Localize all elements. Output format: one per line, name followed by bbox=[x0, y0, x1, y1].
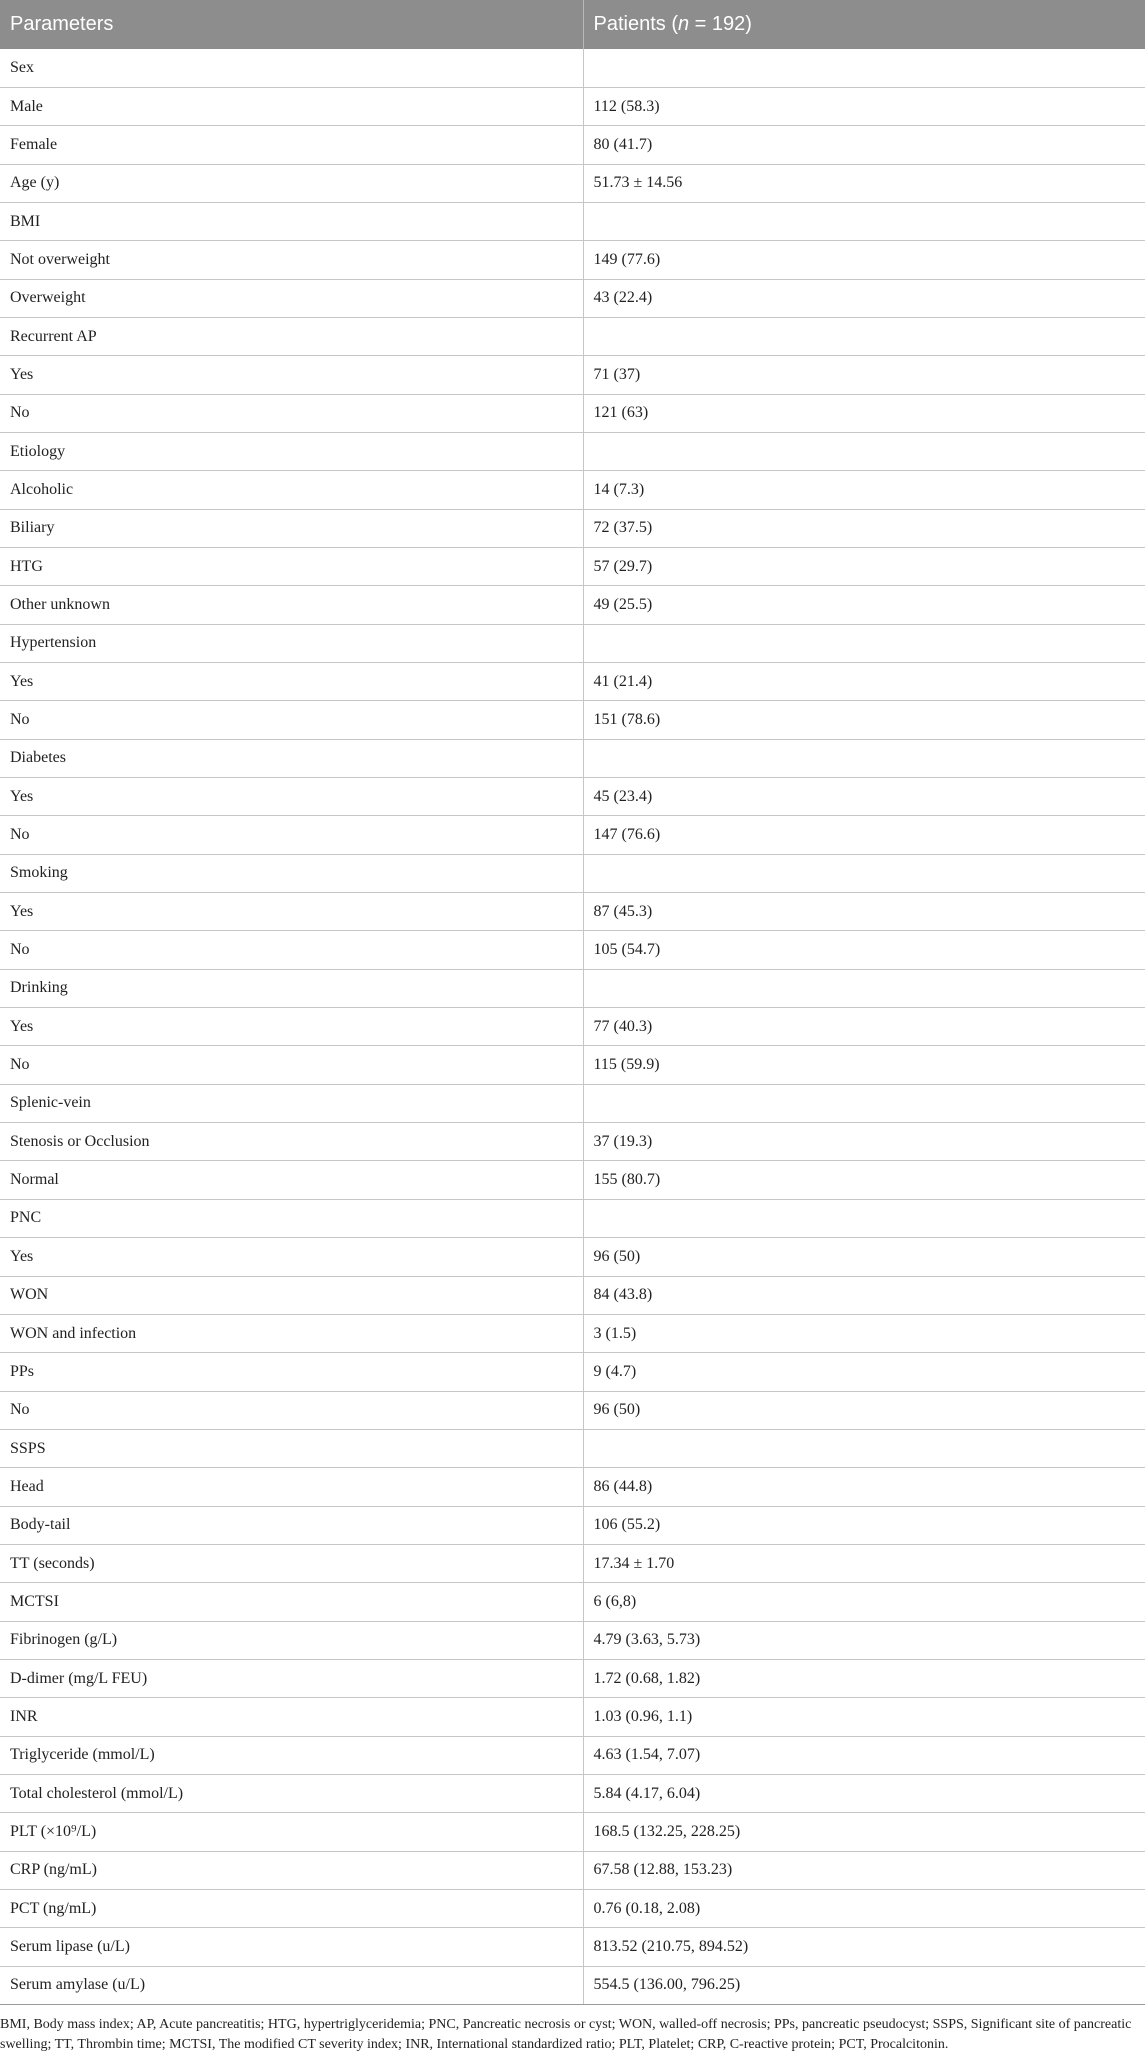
value-cell bbox=[583, 854, 1145, 892]
parameter-cell: Body-tail bbox=[0, 1506, 583, 1544]
table-row bbox=[0, 432, 1145, 470]
table-row bbox=[0, 1659, 1145, 1697]
table-row bbox=[0, 49, 1145, 87]
value-cell bbox=[583, 432, 1145, 470]
parameter-cell: Smoking bbox=[0, 854, 583, 892]
table-row bbox=[0, 1276, 1145, 1314]
table-row bbox=[0, 1046, 1145, 1084]
table-header-row bbox=[0, 0, 1145, 49]
table-row bbox=[0, 1621, 1145, 1659]
value-cell: 168.5 (132.25, 228.25) bbox=[583, 1813, 1145, 1851]
parameter-cell: Yes bbox=[0, 356, 583, 394]
table-row bbox=[0, 816, 1145, 854]
value-cell: 77 (40.3) bbox=[583, 1008, 1145, 1046]
table-row bbox=[0, 701, 1145, 739]
parameter-cell: SSPS bbox=[0, 1429, 583, 1467]
table-row bbox=[0, 1583, 1145, 1621]
parameter-cell: Male bbox=[0, 87, 583, 125]
value-cell: 151 (78.6) bbox=[583, 701, 1145, 739]
value-cell: 106 (55.2) bbox=[583, 1506, 1145, 1544]
parameter-cell: WON bbox=[0, 1276, 583, 1314]
parameter-cell: No bbox=[0, 931, 583, 969]
table-row bbox=[0, 471, 1145, 509]
parameter-cell: INR bbox=[0, 1698, 583, 1736]
parameter-cell: CRP (ng/mL) bbox=[0, 1851, 583, 1889]
value-cell: 80 (41.7) bbox=[583, 126, 1145, 164]
table-row bbox=[0, 1506, 1145, 1544]
table-row bbox=[0, 317, 1145, 355]
table-row bbox=[0, 1851, 1145, 1889]
parameter-cell: Alcoholic bbox=[0, 471, 583, 509]
parameter-cell: Sex bbox=[0, 49, 583, 87]
table-row bbox=[0, 1084, 1145, 1122]
parameter-cell: HTG bbox=[0, 547, 583, 585]
header-patients bbox=[583, 0, 1145, 49]
parameter-cell: Other unknown bbox=[0, 586, 583, 624]
parameter-cell: Yes bbox=[0, 778, 583, 816]
value-cell bbox=[583, 202, 1145, 240]
value-cell: 115 (59.9) bbox=[583, 1046, 1145, 1084]
parameter-cell: PCT (ng/mL) bbox=[0, 1890, 583, 1928]
table-row bbox=[0, 1314, 1145, 1352]
value-cell: 1.72 (0.68, 1.82) bbox=[583, 1659, 1145, 1697]
table-row bbox=[0, 778, 1145, 816]
parameter-cell: Serum amylase (u/L) bbox=[0, 1966, 583, 2004]
value-cell: 72 (37.5) bbox=[583, 509, 1145, 547]
parameter-cell: Overweight bbox=[0, 279, 583, 317]
table-row bbox=[0, 969, 1145, 1007]
parameter-cell: Total cholesterol (mmol/L) bbox=[0, 1774, 583, 1812]
table-row bbox=[0, 394, 1145, 432]
parameter-cell: No bbox=[0, 816, 583, 854]
parameter-cell: PNC bbox=[0, 1199, 583, 1237]
value-cell: 41 (21.4) bbox=[583, 663, 1145, 701]
value-cell bbox=[583, 624, 1145, 662]
table-row bbox=[0, 356, 1145, 394]
parameter-cell: Yes bbox=[0, 1238, 583, 1276]
value-cell: 4.63 (1.54, 7.07) bbox=[583, 1736, 1145, 1774]
table-row bbox=[0, 1813, 1145, 1851]
value-cell: 17.34 ± 1.70 bbox=[583, 1544, 1145, 1582]
value-cell: 554.5 (136.00, 796.25) bbox=[583, 1966, 1145, 2004]
table-row bbox=[0, 931, 1145, 969]
value-cell: 51.73 ± 14.56 bbox=[583, 164, 1145, 202]
parameter-cell: Splenic-vein bbox=[0, 1084, 583, 1122]
parameter-cell: Yes bbox=[0, 663, 583, 701]
table-row bbox=[0, 1238, 1145, 1276]
table-row bbox=[0, 1890, 1145, 1928]
value-cell: 112 (58.3) bbox=[583, 87, 1145, 125]
parameter-cell: Age (y) bbox=[0, 164, 583, 202]
parameter-cell: Biliary bbox=[0, 509, 583, 547]
parameter-cell: Stenosis or Occlusion bbox=[0, 1123, 583, 1161]
parameter-cell: Etiology bbox=[0, 432, 583, 470]
table-row bbox=[0, 1698, 1145, 1736]
parameter-cell: MCTSI bbox=[0, 1583, 583, 1621]
value-cell: 43 (22.4) bbox=[583, 279, 1145, 317]
value-cell bbox=[583, 49, 1145, 87]
value-cell: 5.84 (4.17, 6.04) bbox=[583, 1774, 1145, 1812]
value-cell: 87 (45.3) bbox=[583, 893, 1145, 931]
parameter-cell: No bbox=[0, 1046, 583, 1084]
header-patients-n: n bbox=[677, 13, 690, 35]
table-row bbox=[0, 279, 1145, 317]
parameter-cell: WON and infection bbox=[0, 1314, 583, 1352]
table-row bbox=[0, 1161, 1145, 1199]
parameter-cell: No bbox=[0, 1391, 583, 1429]
table-row bbox=[0, 509, 1145, 547]
parameter-cell: BMI bbox=[0, 202, 583, 240]
parameter-cell: Not overweight bbox=[0, 241, 583, 279]
table-row bbox=[0, 164, 1145, 202]
parameter-cell: Recurrent AP bbox=[0, 317, 583, 355]
value-cell: 105 (54.7) bbox=[583, 931, 1145, 969]
parameter-cell: Serum lipase (u/L) bbox=[0, 1928, 583, 1966]
value-cell: 813.52 (210.75, 894.52) bbox=[583, 1928, 1145, 1966]
table-row bbox=[0, 1199, 1145, 1237]
table-row bbox=[0, 1736, 1145, 1774]
table-row bbox=[0, 1468, 1145, 1506]
table-row bbox=[0, 202, 1145, 240]
table-row bbox=[0, 1008, 1145, 1046]
table-row bbox=[0, 547, 1145, 585]
value-cell bbox=[583, 739, 1145, 777]
parameter-cell: PLT (×10⁹/L) bbox=[0, 1813, 583, 1851]
table-row bbox=[0, 241, 1145, 279]
value-cell bbox=[583, 1429, 1145, 1467]
parameter-cell: No bbox=[0, 394, 583, 432]
table-row bbox=[0, 1928, 1145, 1966]
table-row bbox=[0, 624, 1145, 662]
table-body bbox=[0, 49, 1145, 2005]
value-cell: 96 (50) bbox=[583, 1391, 1145, 1429]
table-row bbox=[0, 1391, 1145, 1429]
value-cell: 149 (77.6) bbox=[583, 241, 1145, 279]
parameter-cell: No bbox=[0, 701, 583, 739]
value-cell: 1.03 (0.96, 1.1) bbox=[583, 1698, 1145, 1736]
table-row bbox=[0, 893, 1145, 931]
parameter-cell: Yes bbox=[0, 893, 583, 931]
value-cell: 67.58 (12.88, 153.23) bbox=[583, 1851, 1145, 1889]
table-row bbox=[0, 1544, 1145, 1582]
value-cell: 45 (23.4) bbox=[583, 778, 1145, 816]
value-cell: 6 (6,8) bbox=[583, 1583, 1145, 1621]
table-row bbox=[0, 1429, 1145, 1467]
value-cell: 3 (1.5) bbox=[583, 1314, 1145, 1352]
header-patients-prefix: Patients ( bbox=[593, 13, 678, 35]
parameter-cell: Hypertension bbox=[0, 624, 583, 662]
value-cell: 9 (4.7) bbox=[583, 1353, 1145, 1391]
parameter-cell: Yes bbox=[0, 1008, 583, 1046]
table-row bbox=[0, 663, 1145, 701]
parameter-cell: D-dimer (mg/L FEU) bbox=[0, 1659, 583, 1697]
value-cell: 0.76 (0.18, 2.08) bbox=[583, 1890, 1145, 1928]
parameter-cell: Head bbox=[0, 1468, 583, 1506]
value-cell bbox=[583, 969, 1145, 1007]
value-cell: 96 (50) bbox=[583, 1238, 1145, 1276]
table-row bbox=[0, 586, 1145, 624]
value-cell: 121 (63) bbox=[583, 394, 1145, 432]
value-cell: 155 (80.7) bbox=[583, 1161, 1145, 1199]
table-row bbox=[0, 739, 1145, 777]
value-cell: 57 (29.7) bbox=[583, 547, 1145, 585]
parameter-cell: Female bbox=[0, 126, 583, 164]
header-parameters: Parameters bbox=[0, 0, 583, 49]
table-row bbox=[0, 126, 1145, 164]
table-footnote: BMI, Body mass index; AP, Acute pancreatitis; HTG, hypertriglyceridemia; PNC, Pancreatic necrosis or cyst; WON, walled-off necrosis; PPs, pancreatic pseudocyst; SSPS, Significant site of pancreatic swelling; TT, Thrombin time; MCTSI, The modified CT severity index; INR, International standardized ratio; PLT, Platelet; CRP, C-reactive protein; PCT, Procalcitonin. bbox=[0, 2017, 1132, 2052]
table-row bbox=[0, 1966, 1145, 2004]
parameter-cell: Diabetes bbox=[0, 739, 583, 777]
parameter-cell: Normal bbox=[0, 1161, 583, 1199]
header-patients-suffix: = 192) bbox=[689, 13, 752, 35]
table-row bbox=[0, 1353, 1145, 1391]
table-row bbox=[0, 1123, 1145, 1161]
value-cell: 147 (76.6) bbox=[583, 816, 1145, 854]
table-row bbox=[0, 854, 1145, 892]
value-cell: 86 (44.8) bbox=[583, 1468, 1145, 1506]
parameter-cell: Fibrinogen (g/L) bbox=[0, 1621, 583, 1659]
table-row bbox=[0, 1774, 1145, 1812]
table-row bbox=[0, 87, 1145, 125]
value-cell: 71 (37) bbox=[583, 356, 1145, 394]
parameter-cell: Drinking bbox=[0, 969, 583, 1007]
value-cell bbox=[583, 1084, 1145, 1122]
value-cell: 84 (43.8) bbox=[583, 1276, 1145, 1314]
parameter-cell: TT (seconds) bbox=[0, 1544, 583, 1582]
value-cell: 14 (7.3) bbox=[583, 471, 1145, 509]
value-cell bbox=[583, 317, 1145, 355]
value-cell bbox=[583, 1199, 1145, 1237]
parameter-cell: Triglyceride (mmol/L) bbox=[0, 1736, 583, 1774]
parameter-cell: PPs bbox=[0, 1353, 583, 1391]
value-cell: 49 (25.5) bbox=[583, 586, 1145, 624]
value-cell: 4.79 (3.63, 5.73) bbox=[583, 1621, 1145, 1659]
value-cell: 37 (19.3) bbox=[583, 1123, 1145, 1161]
